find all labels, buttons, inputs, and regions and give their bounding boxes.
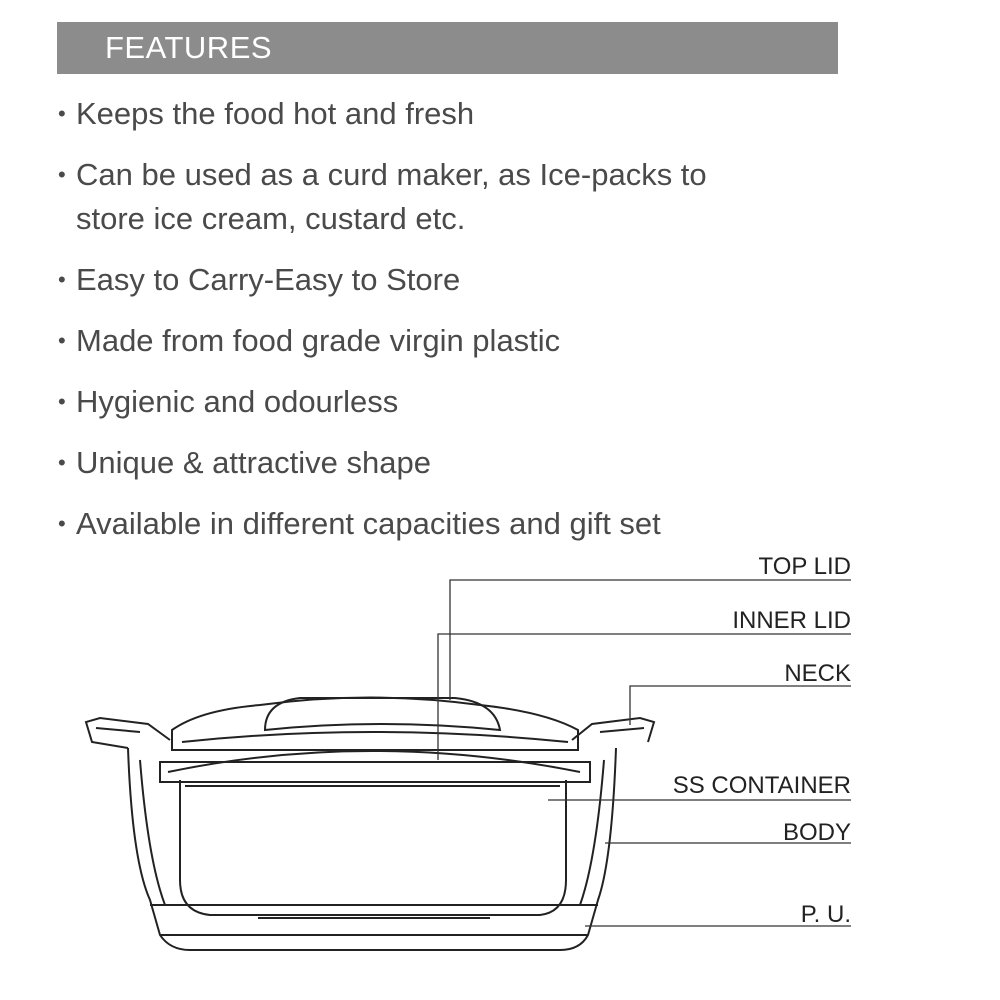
bullet-icon: •: [58, 101, 66, 126]
feature-item: • Easy to Carry-Easy to Store: [58, 258, 818, 302]
bullet-icon: •: [58, 450, 66, 475]
bullet-icon: •: [58, 328, 66, 353]
label-pu: P. U.: [800, 901, 851, 928]
features-title: FEATURES: [105, 30, 273, 65]
left-handle: [86, 718, 170, 748]
features-header: [57, 22, 838, 74]
feature-item: • Unique & attractive shape: [58, 441, 818, 485]
label-neck: NECK: [784, 660, 851, 687]
bullet-icon: •: [58, 389, 66, 414]
feature-item: • Hygienic and odourless: [58, 380, 818, 424]
label-inner-lid: INNER LID: [732, 607, 851, 634]
neck-rim: [160, 762, 590, 782]
feature-item: • Can be used as a curd maker, as Ice-packs to store ice cream, custard etc.: [58, 153, 736, 241]
label-body: BODY: [782, 819, 851, 846]
ss-container: [180, 780, 566, 915]
feature-item: • Keeps the food hot and fresh: [58, 92, 818, 136]
feature-item: • Available in different capacities and gift set: [58, 502, 818, 546]
bullet-icon: •: [58, 267, 66, 292]
casserole-diagram: [0, 540, 1000, 1000]
outer-body: [128, 748, 616, 950]
leader-inner-lid: [438, 634, 851, 760]
leader-neck: [630, 686, 851, 725]
casserole-drawing: [86, 698, 654, 951]
label-top-lid: TOP LID: [758, 553, 851, 580]
features-list: [58, 92, 818, 563]
part-labels: [673, 553, 851, 928]
bullet-icon: •: [58, 162, 66, 187]
feature-item: • Made from food grade virgin plastic: [58, 319, 818, 363]
bullet-icon: •: [58, 511, 66, 536]
label-ss-container: SS CONTAINER: [672, 772, 851, 799]
